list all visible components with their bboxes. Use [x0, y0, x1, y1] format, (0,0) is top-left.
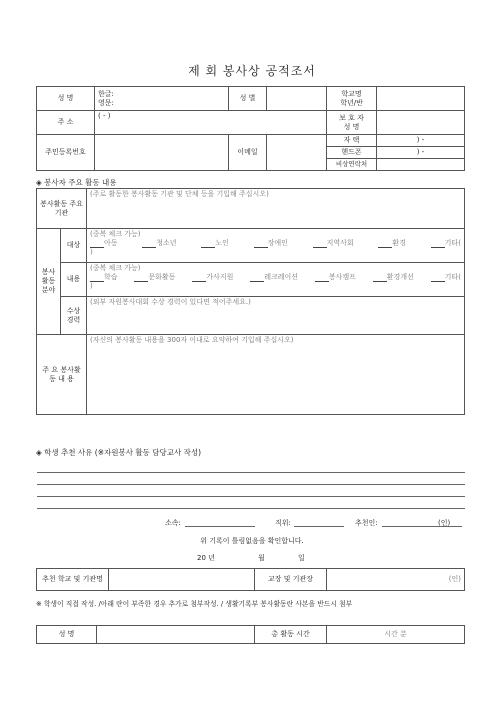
principal-label: 교장 및 기관장 — [255, 569, 327, 591]
activity-table — [36, 188, 465, 415]
content-option-camp[interactable]: 봉사캠프 — [315, 273, 356, 282]
home-phone-label: 자 택 — [327, 135, 377, 147]
school-label-cell — [327, 87, 377, 111]
home-phone-field[interactable]: ) - — [377, 135, 465, 147]
confirm-statement: 위 기록이 틀림없음을 확인합니다. — [200, 537, 304, 545]
org-field[interactable] — [87, 189, 465, 229]
date-year[interactable]: 20 년 — [197, 554, 215, 562]
target-close-paren: ) — [90, 248, 93, 256]
main-activity-hint: (자신의 봉사활동 내용을 300자 이내로 요약하여 기입해 주십시오) — [90, 336, 294, 344]
total-hours-value: 시간 분 — [384, 630, 407, 638]
name-field[interactable] — [95, 87, 229, 111]
target-option-youth[interactable]: 청소년 — [142, 239, 176, 248]
principal-seal: (인) — [448, 575, 461, 583]
award-hint: (외부 자원봉사대회 수상 경력이 있다면 적어주세요.) — [90, 298, 251, 306]
affiliation-field[interactable] — [185, 526, 255, 527]
target-option-other[interactable]: 기타( — [431, 239, 461, 248]
content-hint: (중복 체크 가능) — [90, 264, 141, 272]
school-field[interactable] — [377, 87, 465, 111]
target-option-child[interactable]: 아동 — [90, 239, 118, 248]
recommend-school-field[interactable] — [109, 569, 255, 591]
recommend-line-2[interactable] — [37, 484, 465, 485]
total-hours-field[interactable] — [327, 626, 465, 644]
target-field[interactable] — [87, 229, 465, 263]
emergency-contact-field[interactable] — [377, 159, 465, 171]
target-option-disabled[interactable]: 장애인 — [254, 239, 288, 248]
recommender-seal: (인) — [438, 519, 451, 527]
activity-section-title: ◈ 봉사자 주요 활동 내용 — [36, 178, 117, 187]
award-field[interactable] — [87, 297, 465, 335]
name-label: 성 명 — [37, 87, 95, 111]
area-label: 봉사 활동 분야 — [37, 229, 61, 335]
address-value: ( - ) — [98, 112, 111, 120]
grade-label: 학년/반 — [340, 98, 363, 107]
summary-name-label: 성 명 — [37, 626, 97, 644]
recommend-line-3[interactable] — [37, 496, 465, 497]
date-month[interactable]: 월 — [258, 554, 265, 562]
recommender-label: 추천인: — [355, 519, 378, 527]
instruction-note: ※ 학생이 직접 작성. /아래 란이 부족한 경우 추가로 첨부작성. / 생활기록부 봉사활동란 사본을 반드시 첨부 — [36, 600, 353, 608]
guardian-label-2: 성 명 — [343, 122, 360, 131]
affiliation-label: 소속: — [165, 519, 181, 527]
emergency-contact-label: 비상연락처 — [327, 159, 377, 171]
content-option-study[interactable]: 학습 — [90, 273, 118, 282]
main-activity-field[interactable] — [87, 335, 465, 415]
school-label: 학교명 — [341, 89, 362, 98]
date-day[interactable]: 일 — [298, 554, 305, 562]
guardian-label-cell — [327, 111, 377, 135]
rrn-label: 주민등록번호 — [37, 135, 95, 171]
address-field[interactable] — [95, 111, 327, 135]
content-option-other[interactable]: 기타( — [431, 273, 461, 282]
guardian-field[interactable] — [377, 111, 465, 135]
content-close-paren: ) — [90, 282, 93, 290]
mobile-phone-field[interactable]: ) - — [377, 147, 465, 159]
org-hint: (주로 활동한 봉사활동 기관 및 단체 등을 기입해 주십시오) — [90, 190, 269, 198]
org-label: 봉사활동 주요기관 — [37, 189, 87, 229]
target-hint: (중복 체크 가능) — [90, 230, 141, 238]
award-label: 수상 경력 — [61, 297, 87, 335]
school-table — [36, 568, 465, 591]
gender-label: 성 별 — [229, 87, 267, 111]
target-options — [90, 239, 461, 248]
target-option-community[interactable]: 지역사회 — [313, 239, 354, 248]
content-label: 내용 — [61, 263, 87, 297]
content-option-recreation[interactable]: 레크레이션 — [250, 273, 298, 282]
main-activity-label: 주 요 봉사활동 내 용 — [37, 335, 87, 415]
target-label: 대상 — [61, 229, 87, 263]
principal-field[interactable] — [327, 569, 465, 591]
content-option-environment[interactable]: 환경개선 — [373, 273, 414, 282]
total-hours-label: 총 활동 시간 — [255, 626, 327, 644]
content-options — [90, 273, 461, 282]
document-title: 제 회 봉사상 공적조서 — [188, 64, 316, 78]
personal-info-table — [36, 86, 465, 171]
content-field[interactable] — [87, 263, 465, 297]
position-label: 직위: — [275, 519, 291, 527]
summary-table — [36, 625, 465, 644]
target-option-elderly[interactable]: 노인 — [201, 239, 229, 248]
position-field[interactable] — [294, 526, 344, 527]
address-label: 주 소 — [37, 111, 95, 135]
content-option-culture[interactable]: 문화활동 — [134, 273, 175, 282]
email-label: 이메일 — [229, 135, 267, 171]
mobile-phone-label: 핸드폰 — [327, 147, 377, 159]
guardian-label-1: 보 호 자 — [339, 113, 364, 122]
recommend-line-1[interactable] — [37, 472, 465, 473]
rrn-field[interactable] — [95, 135, 229, 171]
recommend-school-label: 추천 학교 및 기관명 — [37, 569, 109, 591]
summary-name-field[interactable] — [97, 626, 255, 644]
content-option-housework[interactable]: 가사지원 — [192, 273, 233, 282]
target-option-environment[interactable]: 환경 — [378, 239, 406, 248]
korean-name-label: 한글: — [98, 89, 114, 98]
recommend-line-4[interactable] — [37, 508, 465, 509]
gender-field[interactable] — [267, 87, 327, 111]
email-field[interactable] — [267, 135, 327, 171]
english-name-label: 영문: — [98, 98, 114, 107]
recommend-section-title: ◈ 학생 추천 사유 (※자원봉사 활동 담당교사 작성) — [36, 448, 202, 457]
